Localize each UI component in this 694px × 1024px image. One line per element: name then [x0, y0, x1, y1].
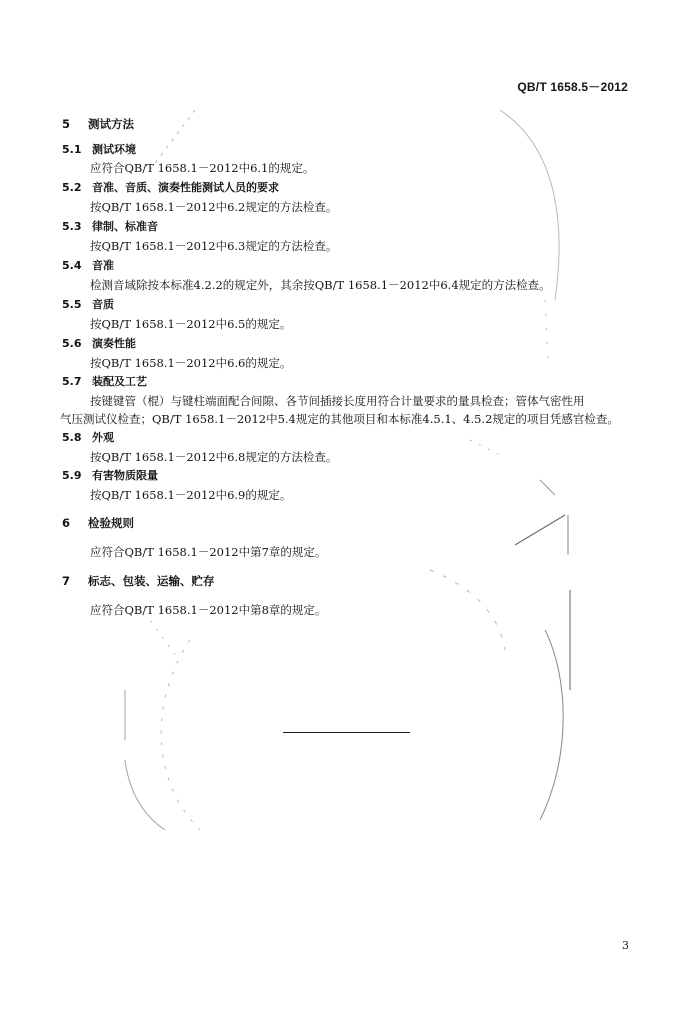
subsection-number: 5.2	[62, 181, 82, 194]
subsection-heading	[62, 258, 114, 274]
subsection-title: 律制、标准音	[92, 220, 158, 233]
subsection-number: 5.6	[62, 337, 82, 350]
paragraph: 按QB/T 1658.1－2012中6.3规定的方法检查。	[90, 239, 338, 253]
subsection-number: 5.5	[62, 298, 82, 311]
section-heading	[62, 116, 134, 132]
paragraph: 应符合QB/T 1658.1－2012中第7章的规定。	[90, 545, 327, 559]
paragraph: 按QB/T 1658.1－2012中6.6的规定。	[90, 356, 292, 370]
section-number: 6	[62, 516, 71, 530]
section-number: 7	[62, 574, 71, 588]
subsection-title: 音准	[92, 259, 114, 272]
subsection-title: 测试环境	[92, 143, 136, 156]
paragraph: 检测音域除按本标准4.2.2的规定外，其余按QB/T 1658.1－2012中6.4规定的方法检查。	[90, 278, 551, 292]
paragraph: 按QB/T 1658.1－2012中6.9的规定。	[90, 488, 292, 502]
subsection-number: 5.8	[62, 431, 82, 444]
subsection-heading	[62, 297, 114, 313]
paragraph: 应符合QB/T 1658.1－2012中第8章的规定。	[90, 603, 327, 617]
subsection-number: 5.1	[62, 143, 82, 156]
subsection-heading	[62, 142, 136, 158]
paragraph: 按QB/T 1658.1－2012中6.8规定的方法检查。	[90, 450, 338, 464]
paragraph: 按QB/T 1658.1－2012中6.2规定的方法检查。	[90, 200, 338, 214]
paragraph: 按键键管（棍）与键柱端面配合间隙、各节间插接长度用符合计量要求的量具检查；管体气密性用	[90, 394, 585, 408]
subsection-number: 5.9	[62, 469, 82, 482]
subsection-title: 外观	[92, 431, 114, 444]
section-title: 标志、包装、运输、贮存	[88, 574, 215, 588]
subsection-heading	[62, 219, 158, 235]
subsection-title: 音质	[92, 298, 114, 311]
subsection-title: 有害物质限量	[92, 469, 158, 482]
paragraph-continuation: 气压测试仪检查；QB/T 1658.1－2012中5.4规定的其他项目和本标准4.5.1、4.5.2规定的项目凭感官检查。	[60, 412, 619, 426]
subsection-number: 5.3	[62, 220, 82, 233]
section-heading	[62, 515, 134, 531]
paragraph: 应符合QB/T 1658.1－2012中6.1的规定。	[90, 161, 315, 175]
subsection-heading	[62, 430, 114, 446]
subsection-number: 5.4	[62, 259, 82, 272]
standard-code: QB/T 1658.5－2012	[517, 80, 628, 94]
subsection-title: 演奏性能	[92, 337, 136, 350]
section-number: 5	[62, 117, 71, 131]
end-of-document-rule	[283, 732, 410, 733]
subsection-title: 音准、音质、演奏性能测试人员的要求	[92, 181, 279, 194]
subsection-heading	[62, 468, 158, 484]
subsection-heading	[62, 374, 147, 390]
subsection-number: 5.7	[62, 375, 82, 388]
section-heading	[62, 573, 215, 589]
subsection-heading	[62, 180, 279, 196]
section-title: 测试方法	[88, 117, 134, 131]
paragraph: 按QB/T 1658.1－2012中6.5的规定。	[90, 317, 292, 331]
section-title: 检验规则	[88, 516, 134, 530]
subsection-title: 装配及工艺	[92, 375, 147, 388]
page-number: 3	[622, 939, 629, 952]
subsection-heading	[62, 336, 136, 352]
